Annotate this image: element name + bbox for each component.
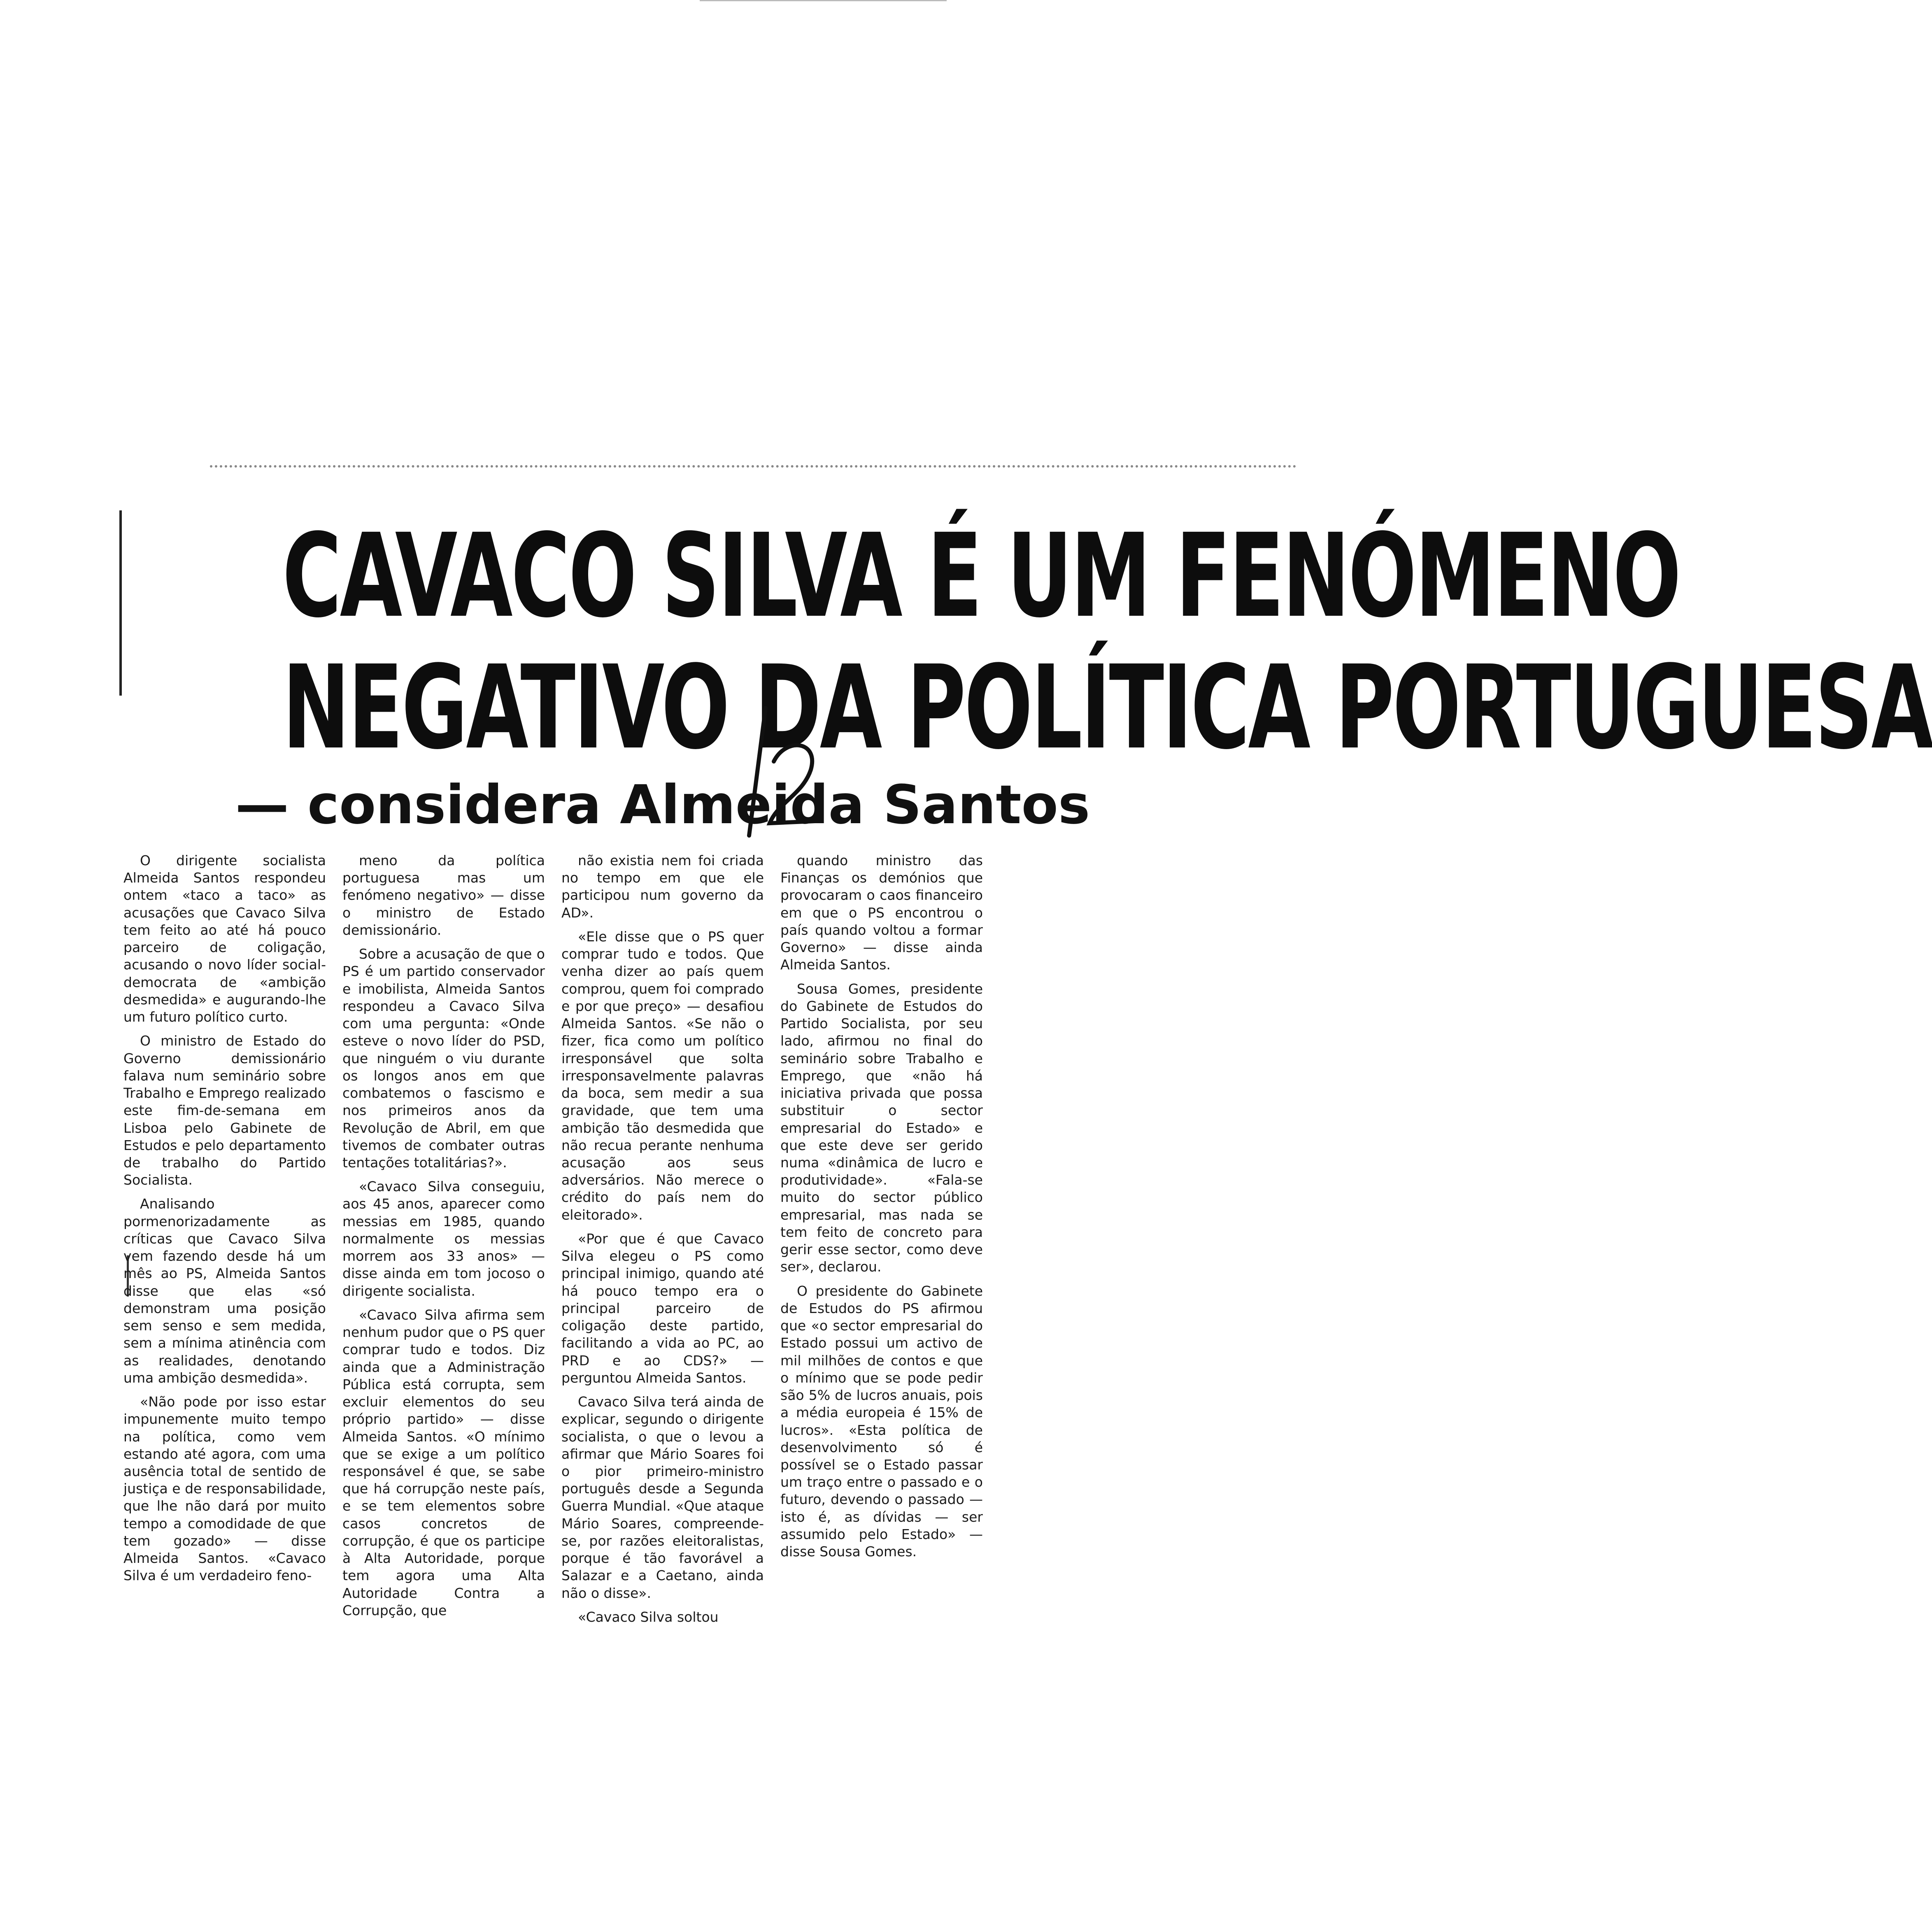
article-paragraph: «Ele disse que o PS quer comprar tudo e todos. Que venha dizer ao país quem comprou, quem foi comprado e por que preço» — desafiou Almeida Santos. «Se não o fizer, fica como um político irresponsável que solta irresponsavelmente palavras da boca, sem medir a sua gravidade, que tem uma ambição tão desmedida que não recua perante nenhuma acusação aos seus adversários. Não merece o crédito do país nem do eleitorado».	[561, 928, 764, 1223]
headline-line-2: NEGATIVO DA POLÍTICA PORTUGUESA	[282, 641, 1932, 775]
article-paragraph: «Não pode por isso estar impunemente muito tempo na política, como vem estando até agora, com uma ausência total de sentido de justiça e de responsabilidade, que lhe não dará por muito tempo a comodidade de que tem gozado» — disse Almeida Santos. «Cavaco Silva é um verdadeiro feno-	[123, 1394, 326, 1584]
article-paragraph: quando ministro das Finanças os demónios que provocaram o caos financeiro em que o PS encontrou o país quando voltou a formar Governo» — disse ainda Almeida Santos.	[780, 852, 983, 973]
article-paragraph: O dirigente socialista Almeida Santos respondeu ontem «taco a taco» as acusações que Cavaco Silva tem feito ao até há pouco parceiro de coligação, acusando o novo líder social-democrata de «ambição desmedida» e augurando-lhe um futuro político curto.	[123, 852, 326, 1025]
headline-line-1: CAVACO SILVA É UM FENÓMENO	[282, 509, 1680, 643]
article-paragraph: «Cavaco Silva afirma sem nenhum pudor que o PS quer comprar tudo e todos. Diz ainda que a Administração Pública está corrupta, sem excluir elementos do seu próprio partido» — disse Almeida Santos. «O mínimo que se exige a um político responsável é que, se sabe que há corrupção neste país, e se tem elementos sobre casos concretos de corrupção, é que os participe à Alta Autoridade, porque tem agora uma Alta Autoridade Contra a Corrupção, que	[342, 1306, 545, 1618]
article-paragraph: O ministro de Estado do Governo demissionário falava num seminário sobre Trabalho e Emprego realizado este fim-de-semana em Lisboa pelo Gabinete de Estudos e pelo departamento de trabalho do Partido Socialista.	[123, 1033, 326, 1188]
article-column-4	[780, 852, 983, 1632]
scan-smudge-top	[210, 465, 1297, 474]
article-paragraph: Analisando pormenorizadamente as críticas que Cavaco Silva vem fazendo desde há um mês ao PS, Almeida Santos disse que elas «só demonstram uma posição sem senso e sem medida, sem a mínima atinência com as realidades, denotando uma ambição desmedida».	[123, 1196, 326, 1386]
scan-artifact-line	[700, 0, 947, 5]
article-paragraph: Sousa Gomes, presidente do Gabinete de Estudos do Partido Socialista, por seu lado, afirmou no final do seminário sobre Trabalho e Emprego, que «não há iniciativa privada que possa substituir o sector empresarial do Estado» e que este deve ser gerido numa «dinâmica de lucro e produtividade». «Fala-se muito do sector público empresarial, mas nada se tem feito de concreto para gerir esse sector, como deve ser», declarou.	[780, 980, 983, 1275]
article-column-2	[342, 852, 545, 1632]
subheadline: — considera Almeida Santos	[235, 773, 1090, 836]
article-paragraph: «Cavaco Silva soltou	[578, 1609, 719, 1625]
article-paragraph: meno da política portuguesa mas um fenómeno negativo» — disse o ministro de Estado demissionário.	[342, 852, 545, 938]
newspaper-clipping	[119, 473, 1932, 1625]
article-paragraph: não existia nem foi criada no tempo em que ele participou num governo da AD».	[561, 852, 764, 921]
article-paragraph: O presidente do Gabinete de Estudos do PS afirmou que «o sector empresarial do Estado possui um activo de mil milhões de contos e que o mínimo que se pode pedir são 5% de lucros anuais, pois a média europeia é 15% de lucros». «Esta política de desenvolvimento só é possível se o Estado passar um traço entre o passado e o futuro, devendo o passado — isto é, as dívidas — ser assumido pelo Estado» — disse Sousa Gomes.	[780, 1283, 983, 1560]
article-body	[123, 852, 1202, 1625]
scan-left-edge-mark	[119, 510, 122, 696]
article-paragraph: «Cavaco Silva conseguiu, aos 45 anos, aparecer como messias em 1985, quando normalmente os messias morrem aos 33 anos» — disse ainda em tom jocoso o dirigente socialista.	[342, 1178, 545, 1299]
article-paragraph: «Por que é que Cavaco Silva elegeu o PS como principal inimigo, quando até há pouco tempo era o principal parceiro de coligação deste partido, facilitando a vida ao PC, ao PRD e ao CDS?» — perguntou Almeida Santos.	[561, 1230, 764, 1386]
article-column-1	[123, 852, 326, 1632]
article-column-3	[561, 852, 764, 1632]
article-paragraph: Cavaco Silva terá ainda de explicar, segundo o dirigente socialista, o que o levou a afirmar que Mário Soares foi o pior primeiro-ministro português desde a Segunda Guerra Mundial. «Que ataque Mário Soares, compreende-se, por razões eleitoralistas, porque é tão favorável a Salazar e a Caetano, ainda não o disse».	[561, 1394, 764, 1601]
article-paragraph: Sobre a acusação de que o PS é um partido conservador e imobilista, Almeida Santos respondeu a Cavaco Silva com uma pergunta: «Onde esteve o novo líder do PSD, que ninguém o viu durante os longos anos em que combatemos o fascismo e nos primeiros anos da Revolução de Abril, em que tivemos de combater outras tentações totalitárias?».	[342, 946, 545, 1171]
